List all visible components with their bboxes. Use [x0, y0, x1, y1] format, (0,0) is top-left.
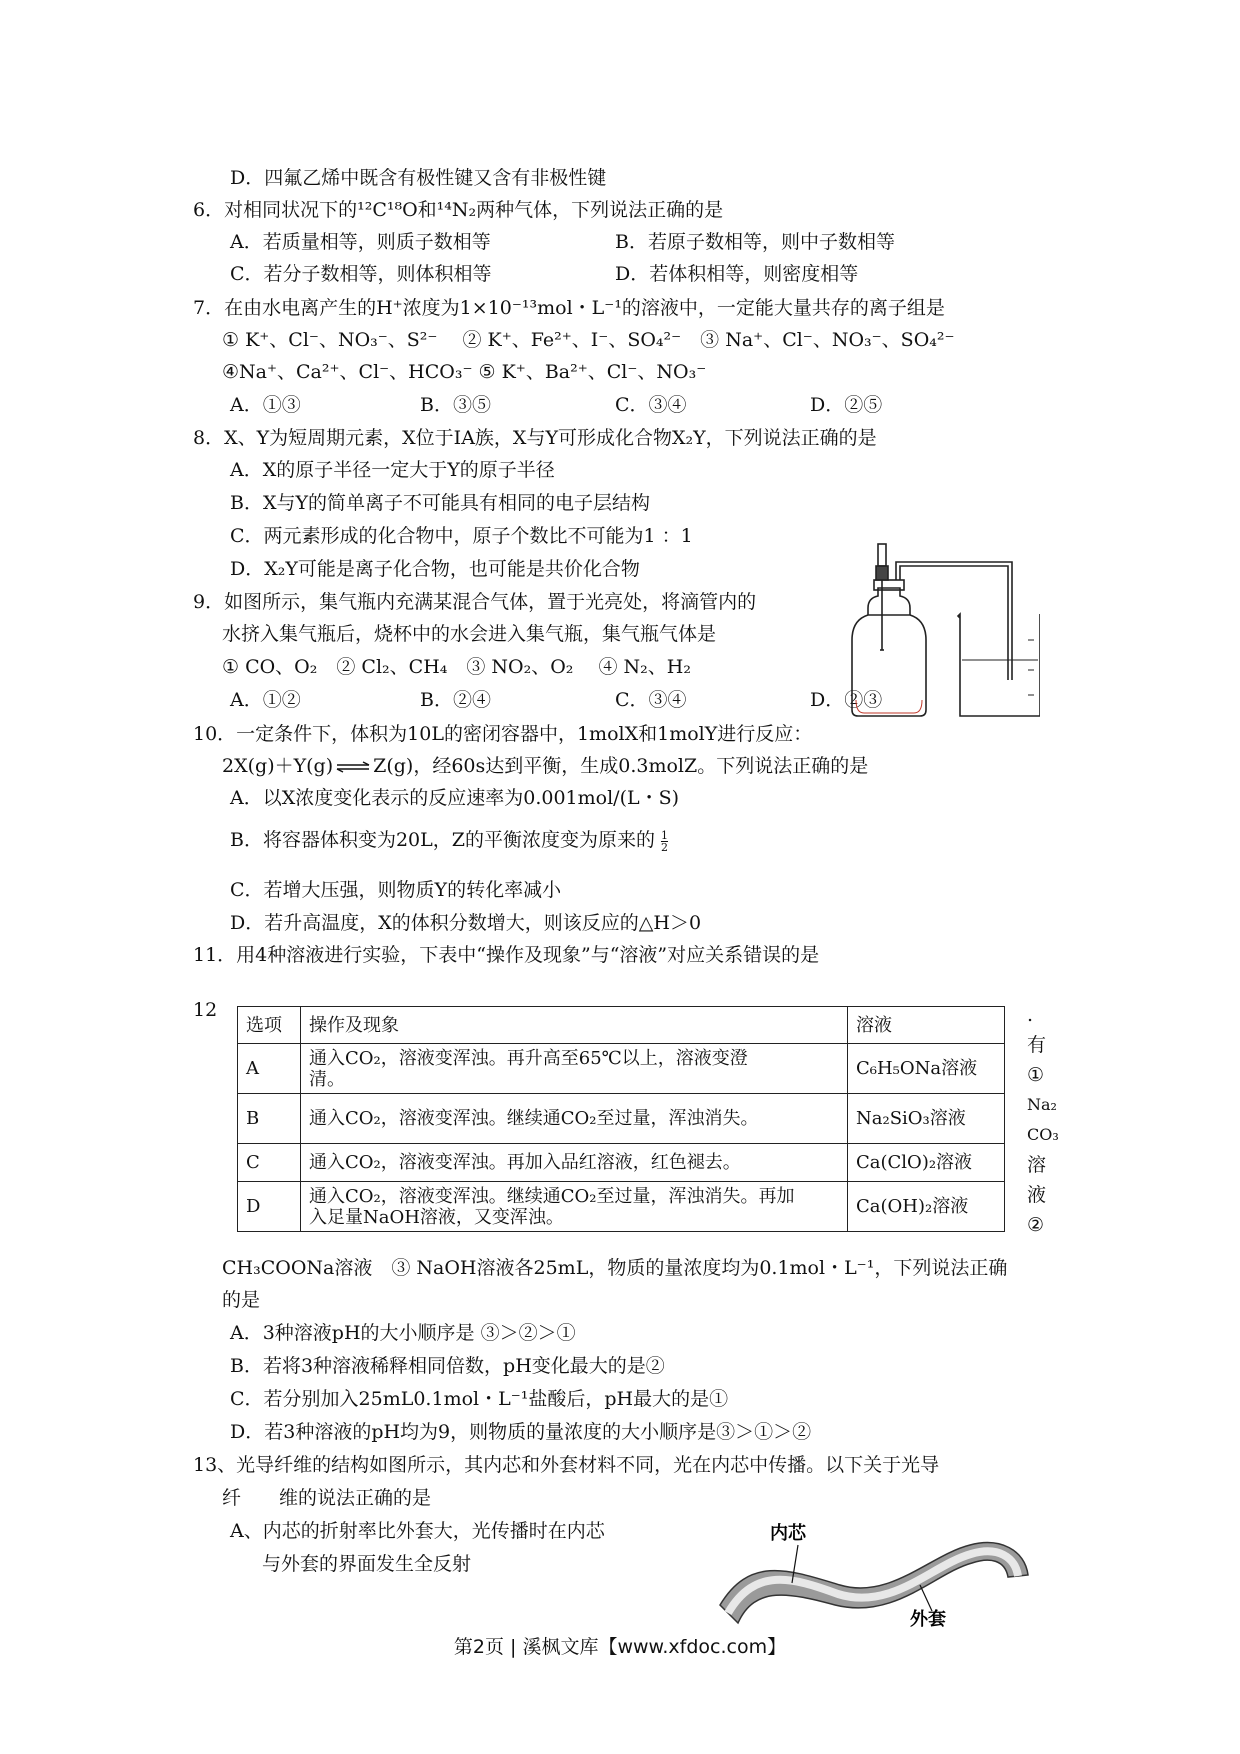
row-operation: 通入CO₂，溶液变浑浊。再升高至65℃以上，溶液变澄清。	[301, 1044, 848, 1094]
row-option: C	[238, 1144, 301, 1182]
side-text-char: 溶	[1027, 1154, 1047, 1176]
side-text-char: 有	[1027, 1034, 1047, 1056]
table-header-row	[238, 1007, 1005, 1044]
row-operation: 通入CO₂，溶液变浑浊。继续通CO₂至过量，浑浊消失。	[301, 1094, 848, 1144]
q9-option-d: D．②③	[810, 689, 883, 711]
q10-stem: 10．一定条件下，体积为10L的密闭容器中，1molX和1molY进行反应：	[193, 723, 813, 745]
q8-option-c: C．两元素形成的化合物中，原子个数比不可能为1 ：1	[230, 525, 693, 547]
table-row	[238, 1044, 1005, 1094]
q9-sets: ① CO、O₂ ② Cl₂、CH₄ ③ NO₂、O₂ ④ N₂、H₂	[222, 656, 691, 678]
q8-option-d: D．X₂Y可能是离子化合物，也可能是共价化合物	[230, 558, 640, 580]
row-solution: Ca(OH)₂溶液	[848, 1182, 1005, 1232]
row-solution: Na₂SiO₃溶液	[848, 1094, 1005, 1144]
row-option: A	[238, 1044, 301, 1094]
half-fraction	[661, 830, 668, 853]
header-solution: 溶液	[848, 1007, 1005, 1044]
side-text-char: Na₂	[1027, 1095, 1057, 1114]
table-row	[238, 1182, 1005, 1232]
side-text-char: 液	[1027, 1184, 1047, 1206]
q9-option-c: C．③④	[615, 689, 687, 711]
q7-option-b: B．③⑤	[420, 394, 491, 416]
side-text-char: ①	[1027, 1064, 1045, 1086]
q7-option-c: C．③④	[615, 394, 687, 416]
experiment-table	[237, 1006, 1005, 1232]
table-row	[238, 1094, 1005, 1144]
reversible-arrow-icon	[335, 761, 371, 773]
q7-option-d: D．②⑤	[810, 394, 883, 416]
q13-stem: 13、光导纤维的结构如图所示，其内芯和外套材料不同，光在内芯中传播。以下关于光导	[193, 1454, 940, 1476]
row-option: B	[238, 1094, 301, 1144]
header-option: 选项	[238, 1007, 301, 1044]
q11-stem: 11．用4种溶液进行实验，下表中“操作及现象”与“溶液”对应关系错误的是	[193, 944, 820, 966]
outer-cladding-label: 外套	[910, 1609, 946, 1630]
q10-option-a: A．以X浓度变化表示的反应速率为0.001mol/(L・S)	[230, 787, 680, 809]
q13-stem-2: 纤 维的说法正确的是	[222, 1487, 432, 1509]
q13-option-a-2: 与外套的界面发生全反射	[262, 1553, 472, 1575]
q10-option-c: C．若增大压强，则物质Y的转化率减小	[230, 879, 562, 901]
q10-option-b	[230, 828, 668, 853]
q7-stem: 7．在由水电离产生的H⁺浓度为1×10⁻¹³mol・L⁻¹的溶液中，一定能大量共存的离子组是	[193, 297, 945, 319]
row-solution: C₆H₅ONa溶液	[848, 1044, 1005, 1094]
side-text-char: .	[1027, 1004, 1034, 1026]
q12-number: 12	[193, 999, 218, 1021]
q8-stem: 8．X、Y为短周期元素，X位于IA族，X与Y可形成化合物X₂Y，下列说法正确的是	[193, 427, 877, 449]
q7-set-2: ④Na⁺、Ca²⁺、Cl⁻、HCO₃⁻ ⑤ K⁺、Ba²⁺、Cl⁻、NO₃⁻	[222, 361, 707, 383]
q7-set-1: ① K⁺、Cl⁻、NO₃⁻、S²⁻ ② K⁺、Fe²⁺、I⁻、SO₄²⁻ ③ Na⁺、Cl⁻、NO₃⁻、SO₄²⁻	[222, 329, 955, 351]
q10-equation	[222, 754, 868, 778]
q6-stem: 6．对相同状况下的¹²C¹⁸O和¹⁴N₂两种气体，下列说法正确的是	[193, 199, 724, 221]
page-footer: 第2页 | 溪枫文库【www.xfdoc.com】	[453, 1636, 787, 1658]
q13-option-a: A、内芯的折射率比外套大，光传播时在内芯	[230, 1520, 605, 1542]
q7-option-a: A．①③	[230, 394, 301, 416]
q12-continuation-2: 的是	[222, 1289, 261, 1311]
fraction-numerator: 1	[661, 828, 669, 842]
table-row	[238, 1144, 1005, 1182]
q8-option-a: A．X的原子半径一定大于Y的原子半径	[230, 459, 555, 481]
q9-option-b: B．②④	[420, 689, 491, 711]
q10-equation-right: Z(g)，经60s达到平衡，生成0.3molZ。下列说法正确的是	[373, 755, 869, 777]
q12-option-a: A．3种溶液pH的大小顺序是 ③＞②＞①	[230, 1322, 576, 1344]
q10-equation-left: 2X(g)＋Y(g)	[222, 755, 334, 777]
q12-option-c: C．若分别加入25mL0.1mol・L⁻¹盐酸后，pH最大的是①	[230, 1388, 729, 1410]
side-text-char: CO₃	[1027, 1125, 1059, 1144]
q12-option-d: D．若3种溶液的pH均为9，则物质的量浓度的大小顺序是③＞①＞②	[230, 1421, 812, 1443]
inner-core-label: 内芯	[770, 1523, 806, 1544]
row-operation: 通入CO₂，溶液变浑浊。再加入品红溶液，红色褪去。	[301, 1144, 848, 1182]
row-operation: 通入CO₂，溶液变浑浊。继续通CO₂至过量，浑浊消失。再加入足量NaOH溶液，又变浑浊。	[301, 1182, 848, 1232]
q6-option-b: B．若原子数相等，则中子数相等	[615, 231, 895, 253]
q5-option-d: D．四氟乙烯中既含有极性键又含有非极性键	[230, 167, 607, 189]
q6-option-d: D．若体积相等，则密度相等	[615, 263, 859, 285]
row-option: D	[238, 1182, 301, 1232]
gas-bottle-apparatus-figure	[840, 530, 1040, 720]
side-text-char: ②	[1027, 1214, 1045, 1236]
q12-option-b: B．若将3种溶液稀释相同倍数，pH变化最大的是②	[230, 1355, 665, 1377]
q9-option-a: A．①②	[230, 689, 301, 711]
q10-option-b-text: B．将容器体积变为20L，Z的平衡浓度变为原来的	[230, 829, 655, 851]
fraction-denominator: 2	[661, 840, 669, 854]
header-operation: 操作及现象	[301, 1007, 848, 1044]
q8-option-b: B．X与Y的简单离子不可能具有相同的电子层结构	[230, 492, 651, 514]
optical-fiber-figure	[710, 1515, 1040, 1630]
q9-stem-2: 水挤入集气瓶后，烧杯中的水会进入集气瓶，集气瓶气体是	[222, 623, 717, 645]
q6-option-c: C．若分子数相等，则体积相等	[230, 263, 492, 285]
q9-stem: 9．如图所示，集气瓶内充满某混合气体，置于光亮处，将滴管内的	[193, 591, 757, 613]
q6-option-a: A．若质量相等，则质子数相等	[230, 231, 491, 253]
q12-continuation: CH₃COONa溶液 ③ NaOH溶液各25mL，物质的量浓度均为0.1mol・L⁻¹，下列说法正确	[222, 1257, 1008, 1279]
q10-option-d: D．若升高温度，X的体积分数增大，则该反应的△H＞0	[230, 912, 702, 934]
row-solution: Ca(ClO)₂溶液	[848, 1144, 1005, 1182]
